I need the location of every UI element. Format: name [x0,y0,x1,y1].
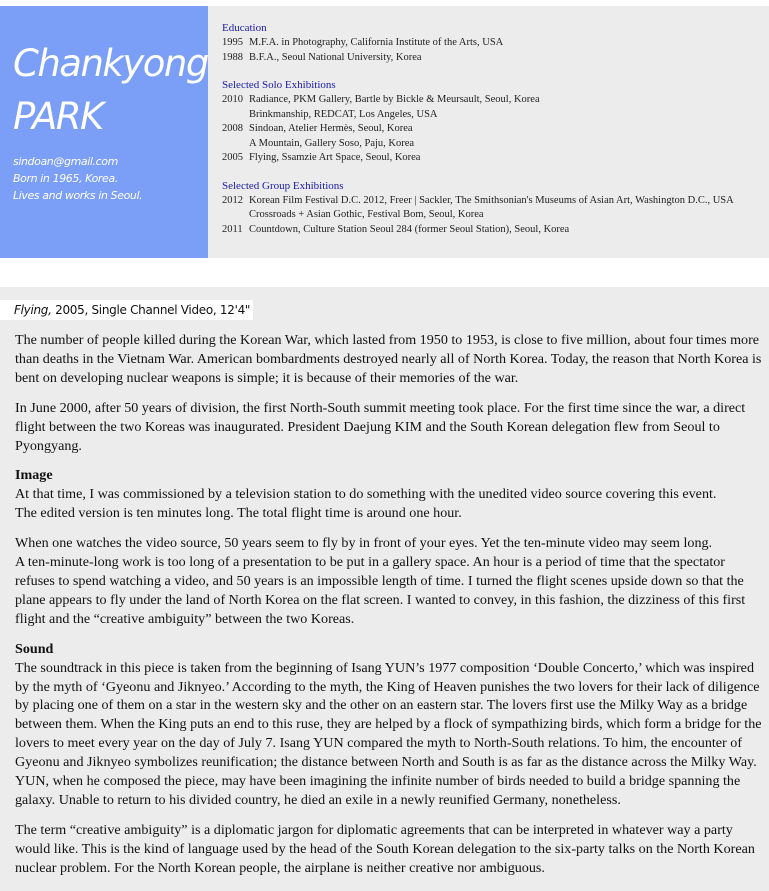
cv-year [222,208,249,223]
cv-entry [222,137,762,152]
image-section [15,466,765,523]
solo-exhibitions-title: Selected Solo Exhibitions [222,79,336,91]
artist-name-card [0,6,208,258]
cv-text: M.F.A. in Photography, California Institute of the Arts, USA [249,37,504,48]
cv-text: Korean Film Festival D.C. 2012, Freer | Sackler, The Smithsonian's Museums of Asian Art, Washington D.C., USA [249,194,734,206]
artist-lives: Lives and works in Seoul. [13,189,143,202]
cv-listing [222,22,762,251]
education-title: Education [222,22,267,34]
paragraph-line: At that time, I was commissioned by a television station to do something with the unedited video source covering this event. [15,486,717,503]
cv-text: Crossroads + Asian Gothic, Festival Bom, Seoul, Korea [249,209,484,220]
group-exhibitions-section [222,180,762,238]
cv-entry [222,36,762,51]
cv-text: Flying, Ssamzie Art Space, Seoul, Korea [249,152,421,163]
solo-exhibitions-section [222,79,762,166]
paragraph [15,534,765,629]
cv-entry [222,51,762,66]
cv-entry [222,194,762,209]
cv-entry [222,151,762,166]
image-heading: Image [15,467,53,484]
work-title: Flying, [14,303,52,317]
cv-text: Sindoan, Atelier Hermès, Seoul, Korea [249,123,413,134]
cv-entry [222,208,762,223]
cv-text: A Mountain, Gallery Soso, Paju, Korea [249,137,415,149]
cv-year: 2008 [222,123,243,134]
artist-last-name: PARK [13,95,103,138]
sound-heading: Sound [15,640,54,657]
cv-text: B.F.A., Seoul National University, Korea [249,51,422,63]
cv-year: 1995 [222,37,243,48]
artist-statement [15,331,765,889]
paragraph: In June 2000, after 50 years of division, the first North-South summit meeting took place. For the first time since the war, a direct flight between the two Koreas was inaugurated. President Daejung KIM and the South Korean delegation flew from Seoul to Pyongyang. [15,399,746,454]
artist-email: sindoan@gmail.com [13,155,118,168]
paragraph-line: A ten-minute-long work is too long of a presentation to be put in a gallery space. An hour is a period of time that the spectator refuses to spend watching a video, and 50 years is an impossible length of time. I turned the flight scenes upside down so that the plane appears to fly under the land of North Korea on the flat screen. I wanted to convey, in this fashion, the dizziness of this first flight and the “creative ambiguity” between the two Koreas. [15,554,746,627]
cv-text: Radiance, PKM Gallery, Bartle by Bickle & Meursault, Seoul, Korea [249,94,540,105]
cv-year [222,108,249,123]
group-exhibitions-title: Selected Group Exhibitions [222,179,344,192]
artist-first-name: Chankyong [13,42,208,85]
cv-entry [222,122,762,137]
paragraph-line: When one watches the video source, 50 years seem to fly by in front of your eyes. Yet the ten-minute video may seem long. [15,535,713,552]
cv-text: Countdown, Culture Station Seoul 284 (former Seoul Station), Seoul, Korea [249,223,570,235]
paragraph: The number of people killed during the Korean War, which lasted from 1950 to 1953, is close to five million, about four times more than deaths in the Vietnam War. American bombardments destroyed nearly all of North Korea. Today, the reason that North Korea is bent on developing nuclear weapons is simple; it is because of their memories of the war. [15,332,762,386]
paragraph-line: The edited version is ten minutes long. The total flight time is around one hour. [15,505,462,522]
cv-text: Brinkmanship, REDCAT, Los Angeles, USA [249,108,438,120]
cv-year: 2005 [222,152,243,163]
paragraph-line: The soundtrack in this piece is taken from the beginning of Isang YUN’s 1977 composition ‘Double Concerto,’ which was inspired by the myth of ‘Gyeonu and Jiknyeo.’ According to the myth, the King of Heaven punishes the two lovers for their lack of diligence by placing one of them on a star in the western sky and the other on an eastern star. The lovers first use the Milky Way as a bridge between them. When the King puts an end to this ruse, they are helped by a flock of sympathizing birds, which form a bridge for the lovers to meet every year on the day of July 7. Isang YUN compared the myth to North-South relations. To him, the encounter of Gyeonu and Jiknyeo symbolizes reunification; the distance between North and South is as far as the distance across the Milky Way. YUN, when he composed the piece, may have been imagining the infinite number of birds needed to build a bridge spanning the galaxy. Unable to return to his divided country, he died an exile in a newly reunified Germany, nonetheless. [15,659,762,808]
sound-section [15,640,765,810]
cv-year [222,137,249,152]
cv-entry [222,108,762,123]
cv-entry [222,93,762,108]
artist-born: Born in 1965, Korea. [13,172,118,185]
artist-info [13,153,142,204]
work-details: 2005, Single Channel Video, 12'4" [51,303,251,317]
cv-year: 2011 [222,223,243,235]
paragraph: The term “creative ambiguity” is a diplomatic jargon for diplomatic agreements that can be interpreted in whatever way a party would like. This is the kind of language used by the head of the South Korean delegation to the six-party talks on the North Korean nuclear problem. For the North Korean people, the airplane is neither creative nor ambiguous. [15,821,755,876]
work-caption [0,300,253,320]
cv-entry [222,223,762,238]
cv-year: 1988 [222,51,243,63]
education-section [222,22,762,65]
cv-year: 2012 [222,194,243,206]
cv-year: 2010 [222,94,243,105]
